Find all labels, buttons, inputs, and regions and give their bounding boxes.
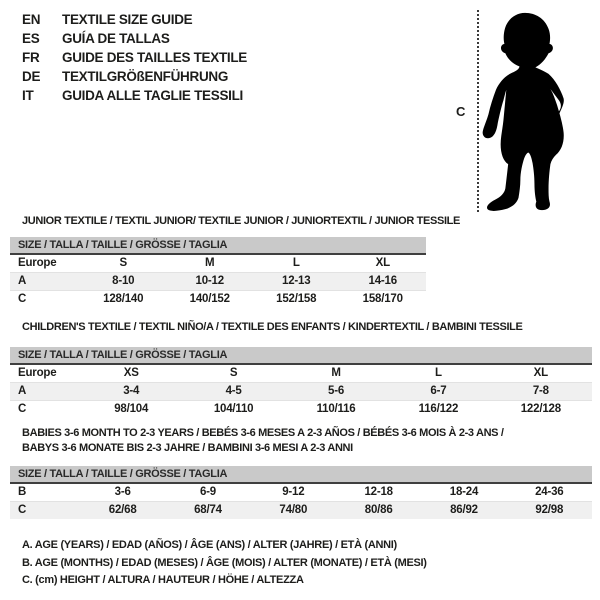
section-title-junior: JUNIOR TEXTILE / TEXTIL JUNIOR/ TEXTILE JUNIOR / JUNIORTEXTIL / JUNIOR TESSILE	[22, 215, 461, 227]
section-title-line2: BABYS 3-6 MONATE BIS 2-3 JAHRE / BAMBINI 3-6 MESI A 2-3 ANNI	[22, 442, 353, 454]
size-cell: 12-18	[364, 486, 393, 498]
size-cell: 86/92	[450, 504, 478, 516]
row-label: Europe	[18, 367, 57, 379]
size-cell: 80/86	[364, 504, 393, 516]
size-cell: 8-10	[112, 275, 135, 287]
footnote: A. AGE (YEARS) / EDAD (AÑOS) / ÂGE (ANS) / ALTER (JAHRE) / ETÀ (ANNI)	[22, 539, 397, 551]
size-header-bar: SIZE / TALLA / TAILLE / GRÖSSE / TAGLIA	[10, 237, 426, 255]
size-cell: 6-9	[199, 486, 216, 498]
size-cell: 158/170	[362, 293, 403, 305]
baby-silhouette-icon	[479, 11, 573, 212]
size-cell: 104/110	[213, 403, 254, 415]
size-cell: 140/152	[189, 293, 230, 305]
size-cell: 110/116	[316, 403, 356, 415]
row-label: C	[18, 504, 27, 516]
size-cell: 128/140	[103, 293, 144, 305]
language-row	[22, 67, 247, 86]
size-cell: 9-12	[282, 486, 305, 498]
size-cell: 152/158	[276, 293, 317, 305]
row-label: A	[18, 385, 27, 397]
size-cell: 10-12	[195, 275, 224, 287]
language-row	[22, 86, 247, 105]
language-code: FR	[22, 50, 40, 65]
language-label: TEXTILE SIZE GUIDE	[62, 12, 193, 27]
table-row	[10, 255, 426, 272]
language-label: GUÍA DE TALLAS	[62, 31, 170, 46]
height-measure-label: C	[456, 104, 466, 119]
size-cell: 3-6	[114, 486, 131, 498]
size-cell: 98/104	[114, 403, 149, 415]
table-row	[10, 400, 592, 418]
language-code: DE	[22, 69, 41, 84]
row-label: A	[18, 275, 27, 287]
table-row	[10, 484, 592, 501]
size-header-bar: SIZE / TALLA / TAILLE / GRÖSSE / TAGLIA	[10, 347, 592, 365]
section-title-children: CHILDREN'S TEXTILE / TEXTIL NIÑO/A / TEXTILE DES ENFANTS / KINDERTEXTIL / BAMBINI TESSILE	[22, 321, 523, 333]
row-label: C	[18, 403, 27, 415]
size-cell: 4-5	[225, 385, 242, 397]
table-row	[10, 501, 592, 519]
language-code: EN	[22, 12, 41, 27]
table-row	[10, 365, 592, 382]
language-row	[22, 29, 247, 48]
size-cell: XL	[533, 367, 548, 379]
size-cell: 116/122	[418, 403, 459, 415]
size-cell: 92/98	[535, 504, 564, 516]
footnote: B. AGE (MONTHS) / EDAD (MESES) / ÂGE (MOIS) / ALTER (MONATE) / ETÀ (MESI)	[22, 556, 427, 569]
section-title-line1: BABIES 3-6 MONTH TO 2-3 YEARS / BEBÉS 3-6 MESES A 2-3 AÑOS / BÉBÉS 3-6 MOIS À 2-3 ANS /	[22, 427, 504, 439]
size-cell: 7-8	[532, 385, 549, 397]
size-table-junior	[10, 237, 426, 308]
size-header-bar: SIZE / TALLA / TAILLE / GRÖSSE / TAGLIA	[10, 466, 592, 484]
language-list	[22, 10, 247, 105]
size-cell: 24-36	[535, 486, 564, 498]
size-cell: L	[292, 257, 300, 269]
table-row	[10, 382, 592, 400]
footnote: C. (cm) HEIGHT / ALTURA / HAUTEUR / HÖHE / ALTEZZA	[22, 574, 304, 586]
size-cell: XS	[123, 367, 139, 379]
size-cell: 6-7	[430, 385, 447, 397]
size-cell: S	[229, 367, 238, 379]
size-cell: 74/80	[279, 504, 308, 516]
size-table-children	[10, 347, 592, 418]
table-row	[10, 272, 426, 290]
footnote-list	[22, 537, 427, 590]
size-cell: 122/128	[520, 403, 561, 415]
size-cell: XL	[375, 257, 390, 269]
language-label: GUIDE DES TAILLES TEXTILE	[62, 50, 248, 65]
size-cell: L	[435, 367, 442, 379]
table-row	[10, 290, 426, 308]
size-cell: S	[119, 257, 127, 269]
row-label: B	[18, 486, 27, 498]
size-cell: M	[205, 257, 215, 269]
language-code: ES	[22, 31, 40, 46]
size-cell: 18-24	[449, 486, 479, 498]
size-cell: 68/74	[194, 504, 222, 516]
size-cell: M	[331, 367, 341, 379]
row-label: C	[18, 293, 27, 305]
section-title-babies	[22, 426, 504, 456]
size-table-babies	[10, 466, 592, 519]
language-label: TEXTILGRÖßENFÜHRUNG	[62, 69, 229, 84]
row-label: Europe	[18, 257, 57, 269]
size-cell: 5-6	[328, 385, 345, 397]
size-cell: 12-13	[282, 275, 311, 287]
language-label: GUIDA ALLE TAGLIE TESSILI	[62, 88, 243, 103]
size-cell: 62/68	[108, 504, 137, 516]
size-cell: 14-16	[368, 275, 397, 287]
language-row	[22, 10, 247, 29]
size-cell: 3-4	[123, 385, 140, 397]
language-code: IT	[22, 88, 34, 103]
language-row	[22, 48, 247, 67]
